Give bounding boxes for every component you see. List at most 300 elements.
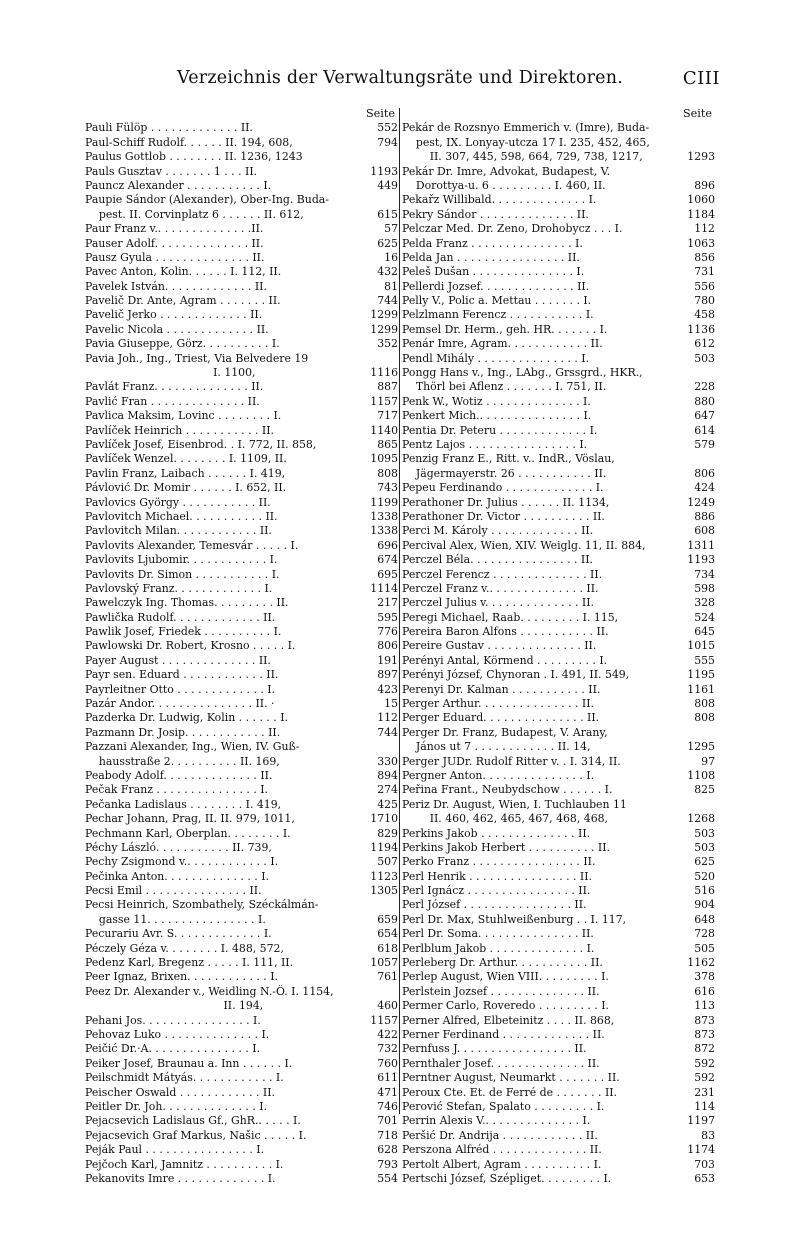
entry-page-number: 865 xyxy=(377,437,398,451)
entry-spacer xyxy=(257,165,368,179)
entry-spacer xyxy=(643,366,713,380)
index-entry xyxy=(402,999,715,1013)
entry-page-number: 1199 xyxy=(370,495,398,509)
entry-spacer xyxy=(274,424,368,438)
entry-page-number: 614 xyxy=(694,423,715,437)
index-entry xyxy=(402,611,715,625)
index-entry xyxy=(85,1042,398,1056)
entry-text: Perenyi Dr. Kalman . . . . . . . . . . . II. xyxy=(402,682,601,696)
entry-spacer xyxy=(615,452,713,466)
entry-spacer xyxy=(264,237,376,251)
entry-spacer xyxy=(263,380,375,394)
entry-page-number: 793 xyxy=(377,1157,398,1171)
entry-spacer xyxy=(591,740,686,754)
entry-page-number: 1174 xyxy=(687,1143,715,1157)
entry-text: Thörl bei Aflenz . . . . . . . I. 751, II. xyxy=(402,380,607,394)
entry-line xyxy=(85,927,398,941)
entry-line xyxy=(402,1014,715,1028)
index-entry xyxy=(402,755,715,769)
entry-text: Pečanka Ladislaus . . . . . . . . I. 419, xyxy=(85,797,282,811)
entry-page-number: 1116 xyxy=(370,366,398,380)
entry-spacer xyxy=(599,582,693,596)
index-entry xyxy=(402,1086,715,1100)
index-entry xyxy=(402,1100,715,1114)
entry-line xyxy=(402,812,715,826)
entry-page-number: 520 xyxy=(694,869,715,883)
entry-text: Pentia Dr. Peteru . . . . . . . . . . . . . I. xyxy=(402,423,598,437)
entry-page-number: 458 xyxy=(694,308,715,322)
entry-spacer xyxy=(607,654,692,668)
entry-spacer xyxy=(609,970,692,984)
entry-text: Pavlovits Ljubomir. . . . . . . . . . . . I. xyxy=(85,553,278,567)
entry-page-number: 894 xyxy=(377,768,398,782)
entry-text: Perlstein Jozsef . . . . . . . . . . . . . . II. xyxy=(402,984,600,998)
index-entry xyxy=(85,352,398,381)
entry-page-number: 625 xyxy=(377,236,398,250)
index-entry xyxy=(85,740,398,769)
entry-spacer xyxy=(283,1158,375,1172)
entry-line xyxy=(85,438,398,452)
index-entry xyxy=(85,1158,398,1172)
entry-text: Pekár de Rozsnyo Emmerich v. (Imre), Buda- xyxy=(402,121,650,135)
index-entry xyxy=(85,1114,398,1128)
entry-page-number: 1295 xyxy=(687,740,715,754)
entry-spacer xyxy=(256,366,369,380)
entry-line xyxy=(402,337,715,351)
index-entry xyxy=(85,611,398,625)
entry-page-number: 645 xyxy=(694,625,715,639)
entry-page-number: 731 xyxy=(694,265,715,279)
entry-line xyxy=(402,1143,715,1157)
entry-line xyxy=(85,409,398,423)
entry-text: Pejčoch Karl, Jamnitz . . . . . . . . . . I. xyxy=(85,1157,284,1171)
entry-line xyxy=(85,366,398,380)
entry-text: Perkins Jakob Herbert . . . . . . . . . . II. xyxy=(402,840,610,854)
entry-line xyxy=(85,222,398,236)
entry-text: Pernthaler Josef. . . . . . . . . . . . . . II. xyxy=(402,1056,600,1070)
entry-line xyxy=(402,1158,715,1172)
index-entry xyxy=(402,165,715,194)
entry-spacer xyxy=(606,179,693,193)
entry-page-number: 274 xyxy=(377,783,398,797)
entry-spacer xyxy=(271,496,369,510)
entry-line xyxy=(402,294,715,308)
index-entry xyxy=(85,136,398,150)
entry-line xyxy=(85,611,398,625)
entry-text: Pavlovitch Milan. . . . . . . . . . . . II. xyxy=(85,524,272,538)
entry-spacer xyxy=(260,395,369,409)
entry-line xyxy=(402,452,715,466)
entry-line xyxy=(85,582,398,596)
entry-spacer xyxy=(606,467,692,481)
entry-text: Pelly V., Polic a. Mettau . . . . . . . I. xyxy=(402,294,592,308)
entry-spacer xyxy=(604,1100,692,1114)
entry-page-number xyxy=(713,726,715,740)
entry-page-number: 780 xyxy=(694,294,715,308)
entry-page-number xyxy=(713,452,715,466)
entry-text: II. 460, 462, 465, 467, 468, 468, xyxy=(402,812,609,826)
entry-page-number: 728 xyxy=(694,927,715,941)
entry-line xyxy=(85,265,398,279)
entry-page-number: 653 xyxy=(694,1171,715,1185)
entry-line xyxy=(85,1086,398,1100)
entry-line xyxy=(85,150,398,164)
entry-line xyxy=(402,496,715,510)
entry-spacer xyxy=(262,884,369,898)
index-entry xyxy=(85,452,398,466)
entry-text: Pawelczyk Ing. Thomas. . . . . . . . . II. xyxy=(85,596,289,610)
entry-page-number xyxy=(396,193,398,207)
entry-page-number: 717 xyxy=(377,409,398,423)
entry-text: Pavec Anton, Kolin. . . . . . I. 112, II. xyxy=(85,265,282,279)
entry-line xyxy=(402,1172,715,1186)
entry-text: János ut 7 . . . . . . . . . . . . II. 14, xyxy=(402,740,591,754)
entry-text: Pellerdi Jozsef. . . . . . . . . . . . . . II. xyxy=(402,279,590,293)
index-entry xyxy=(402,711,715,725)
index-entry xyxy=(85,323,398,337)
entry-text: Peez Dr. Alexander v., Weidling N.-Ö. I. 1154, xyxy=(85,984,334,998)
entry-text: Péchy László. . . . . . . . . . . II. 739, xyxy=(85,840,272,854)
index-entry xyxy=(402,308,715,322)
index-entry xyxy=(85,898,398,927)
entry-spacer xyxy=(264,1143,375,1157)
index-entry xyxy=(85,481,398,495)
index-entry xyxy=(85,568,398,582)
entry-text: Pechmann Karl, Oberplan. . . . . . . . I. xyxy=(85,826,291,840)
index-entry xyxy=(85,337,398,351)
entry-text: pest, IX. Lonyay-utcza 17 I. 235, 452, 465, xyxy=(402,135,650,149)
entry-page-number: 507 xyxy=(377,855,398,869)
entry-text: Paupie Sándor (Alexander), Ober-Ing. Buda- xyxy=(85,193,329,207)
entry-spacer xyxy=(278,970,375,984)
entry-line xyxy=(85,179,398,193)
entry-page-number: 1184 xyxy=(687,207,715,221)
entry-text: I. 1100, xyxy=(85,366,256,380)
index-entry xyxy=(402,1172,715,1186)
entry-spacer xyxy=(586,1042,692,1056)
entry-page-number: 112 xyxy=(694,222,715,236)
entry-line xyxy=(85,654,398,668)
entry-spacer xyxy=(592,870,692,884)
entry-page-number: 579 xyxy=(694,437,715,451)
entry-text: Pavlovits Alexander, Temesvár . . . . . I. xyxy=(85,538,299,552)
entry-page-number xyxy=(396,150,398,164)
entry-text: Pekanovits Imre . . . . . . . . . . . . . I. xyxy=(85,1171,276,1185)
entry-page-number: 422 xyxy=(377,1028,398,1041)
entry-spacer xyxy=(261,1014,368,1028)
entry-line xyxy=(402,942,715,956)
entry-line xyxy=(402,783,715,797)
index-entry xyxy=(85,1129,398,1143)
index-entry xyxy=(402,625,715,639)
entry-page-number: 1195 xyxy=(687,668,715,682)
entry-text: Pawlik Josef, Friedek . . . . . . . . . . I. xyxy=(85,625,282,639)
entry-line xyxy=(402,222,715,236)
entry-spacer xyxy=(301,1114,375,1128)
entry-spacer xyxy=(295,639,375,653)
entry-text: Perntner August, Neumarkt . . . . . . . II. xyxy=(402,1071,620,1085)
entry-line xyxy=(402,150,715,164)
entry-text: Pavelek István. . . . . . . . . . . . . II. xyxy=(85,279,267,293)
entry-text: Pelczar Med. Dr. Zeno, Drohobycz . . . I. xyxy=(402,222,623,236)
entry-page-number: 328 xyxy=(694,596,715,610)
entry-text: Peregi Michael, Raab. . . . . . . . . I. 115, xyxy=(402,610,619,624)
index-entry xyxy=(402,280,715,294)
entry-text: Peer Ignaz, Brixen. . . . . . . . . . . . I. xyxy=(85,970,278,984)
entry-spacer xyxy=(594,697,692,711)
entry-page-number xyxy=(396,985,398,999)
entry-line xyxy=(85,683,398,697)
entry-page-number: 625 xyxy=(694,855,715,869)
entry-spacer xyxy=(593,553,685,567)
entry-page-number: 904 xyxy=(694,898,715,912)
entry-text: Perko Franz . . . . . . . . . . . . . . . . II. xyxy=(402,855,596,869)
entry-line xyxy=(85,237,398,251)
entry-page-number xyxy=(713,798,715,812)
entry-page-number: 598 xyxy=(694,581,715,595)
entry-line xyxy=(402,625,715,639)
entry-line xyxy=(402,970,715,984)
index-entry xyxy=(85,438,398,452)
index-entry xyxy=(402,222,715,236)
entry-line xyxy=(85,985,398,999)
entry-spacer xyxy=(263,222,382,236)
entry-page-number: 555 xyxy=(694,653,715,667)
index-entry xyxy=(402,1028,715,1042)
entry-line xyxy=(402,208,715,222)
entry-page-number: 743 xyxy=(377,481,398,495)
entry-page-number: 1114 xyxy=(370,581,398,595)
entry-text: Perl Dr. Soma. . . . . . . . . . . . . . . II. xyxy=(402,927,594,941)
entry-line xyxy=(85,798,398,812)
entry-text: Pavlovitch Michael. . . . . . . . . . . II. xyxy=(85,509,278,523)
entry-line xyxy=(85,294,398,308)
entry-text: Pertolt Albert, Agram . . . . . . . . . . I. xyxy=(402,1157,602,1171)
index-entry xyxy=(402,870,715,884)
entry-text: pest. II. Corvinplatz 6 . . . . . . II. 612, xyxy=(85,207,304,221)
index-entry xyxy=(402,323,715,337)
entry-page-number: 217 xyxy=(377,596,398,610)
entry-line xyxy=(85,1071,398,1085)
entry-page-number: 1095 xyxy=(370,452,398,466)
entry-line xyxy=(402,855,715,869)
entry-page-number: 449 xyxy=(377,178,398,192)
entry-page-number: 503 xyxy=(694,351,715,365)
entry-line xyxy=(85,165,398,179)
entry-page-number: 471 xyxy=(377,1085,398,1099)
entry-text: Pergner Anton. . . . . . . . . . . . . . . I. xyxy=(402,768,595,782)
entry-page-number: 1140 xyxy=(370,423,398,437)
index-entry xyxy=(402,1114,715,1128)
entry-line xyxy=(85,1114,398,1128)
entry-line xyxy=(85,1129,398,1143)
entry-spacer xyxy=(627,798,713,812)
entry-line xyxy=(402,1100,715,1114)
entry-text: Pavia Giuseppe, Görz. . . . . . . . . . I. xyxy=(85,337,280,351)
entry-spacer xyxy=(603,337,693,351)
index-entry xyxy=(402,452,715,481)
entry-line xyxy=(402,827,715,841)
entry-line xyxy=(85,452,398,466)
entry-page-number: 231 xyxy=(694,1085,715,1099)
entry-text: Pazár Andor. . . . . . . . . . . . . . . II. · xyxy=(85,697,275,711)
index-entry xyxy=(85,596,398,610)
entry-spacer xyxy=(594,596,692,610)
entry-spacer xyxy=(645,539,685,553)
entry-text: Perczel Franz v.. . . . . . . . . . . . . . II. xyxy=(402,581,599,595)
index-entry xyxy=(85,395,398,409)
entry-line xyxy=(402,165,715,179)
index-entry xyxy=(402,496,715,510)
entry-spacer xyxy=(292,1057,375,1071)
entry-spacer xyxy=(267,1100,375,1114)
entry-spacer xyxy=(609,999,692,1013)
index-entry xyxy=(85,711,398,725)
entry-page-number: 808 xyxy=(377,466,398,480)
index-entry xyxy=(402,539,715,553)
entry-line xyxy=(402,798,715,812)
entry-text: Payrleitner Otto . . . . . . . . . . . . . I. xyxy=(85,682,276,696)
entry-line xyxy=(402,179,715,193)
entry-line xyxy=(85,870,398,884)
index-entry xyxy=(402,769,715,783)
seite-label-left: Seite xyxy=(366,107,395,120)
entry-page-number: 432 xyxy=(377,265,398,279)
entry-spacer xyxy=(318,898,396,912)
entry-page-number: 1194 xyxy=(370,840,398,854)
index-entry xyxy=(85,841,398,855)
entry-spacer xyxy=(272,927,376,941)
index-entry xyxy=(85,970,398,984)
entry-page-number: 654 xyxy=(377,927,398,941)
entry-line xyxy=(85,755,398,769)
entry-text: Periz Dr. August, Wien, I. Tuchlauben 11 xyxy=(402,797,627,811)
entry-page-number: 794 xyxy=(377,135,398,149)
entry-spacer xyxy=(610,165,713,179)
entry-spacer xyxy=(594,308,693,322)
entry-line xyxy=(85,740,398,754)
entry-text: Perner Alfred, Elbeteinitz . . . . II. 868, xyxy=(402,1013,615,1027)
entry-spacer xyxy=(262,308,368,322)
index-entry xyxy=(402,193,715,207)
entry-line xyxy=(402,352,715,366)
index-entry xyxy=(85,697,398,711)
index-entry xyxy=(402,424,715,438)
entry-line xyxy=(402,553,715,567)
entry-text: Jägermayerstr. 26 . . . . . . . . . . . II. xyxy=(402,466,607,480)
entry-text: Perci M. Károly . . . . . . . . . . . . . II. xyxy=(402,524,594,538)
entry-spacer xyxy=(271,179,375,193)
entry-spacer xyxy=(608,812,685,826)
entry-page-number: 829 xyxy=(377,826,398,840)
entry-text: Pendl Mihály . . . . . . . . . . . . . . . I. xyxy=(402,351,590,365)
entry-spacer xyxy=(617,1086,692,1100)
entry-line xyxy=(402,898,715,912)
entry-text: Perner Ferdinand . . . . . . . . . . . . . II. xyxy=(402,1028,605,1041)
entry-spacer xyxy=(280,337,376,351)
entry-line xyxy=(85,956,398,970)
entry-page-number: 1338 xyxy=(370,524,398,538)
entry-spacer xyxy=(306,1129,375,1143)
index-entry xyxy=(85,639,398,653)
index-entry xyxy=(402,409,715,423)
index-entry xyxy=(402,438,715,452)
index-entry xyxy=(85,769,398,783)
entry-line xyxy=(85,467,398,481)
index-entry xyxy=(85,927,398,941)
entry-text: Pečinka Anton. . . . . . . . . . . . . . I. xyxy=(85,869,269,883)
entry-text: Pemsel Dr. Herm., geh. HR. . . . . . . I. xyxy=(402,322,608,336)
entry-spacer xyxy=(649,121,713,135)
entry-text: Pauli Fülöp . . . . . . . . . . . . . II. xyxy=(85,121,253,135)
entry-spacer xyxy=(278,668,375,682)
entry-spacer xyxy=(650,136,713,150)
entry-line xyxy=(85,424,398,438)
entry-page-number: 695 xyxy=(377,567,398,581)
index-entry xyxy=(402,956,715,970)
entry-spacer xyxy=(277,553,375,567)
index-entry xyxy=(402,654,715,668)
entry-page-number: 880 xyxy=(694,394,715,408)
index-entry xyxy=(85,409,398,423)
entry-page-number: 1162 xyxy=(687,956,715,970)
entry-spacer xyxy=(281,625,375,639)
page-header xyxy=(80,68,720,92)
entry-line xyxy=(85,553,398,567)
entry-page-number: 112 xyxy=(377,711,398,725)
entry-page-number: 887 xyxy=(377,380,398,394)
entry-text: Peischer Oswald . . . . . . . . . . . . II. xyxy=(85,1085,275,1099)
entry-line xyxy=(402,539,715,553)
entry-page-number: 806 xyxy=(377,639,398,653)
index-entry xyxy=(402,121,715,164)
index-entry xyxy=(402,553,715,567)
index-entry xyxy=(402,366,715,395)
entry-line xyxy=(402,870,715,884)
entry-page-number: 744 xyxy=(377,725,398,739)
entry-text: Peřina Frant., Neubydschow . . . . . . I. xyxy=(402,783,613,797)
entry-line xyxy=(402,654,715,668)
entry-line xyxy=(402,668,715,682)
index-entry xyxy=(85,654,398,668)
entry-page-number: 647 xyxy=(694,409,715,423)
entry-line xyxy=(402,1071,715,1085)
entry-line xyxy=(402,237,715,251)
entry-text: Penár Imre, Agram. . . . . . . . . . . . II. xyxy=(402,337,603,351)
entry-line xyxy=(85,539,398,553)
entry-spacer xyxy=(284,942,375,956)
entry-page-number: 97 xyxy=(701,754,715,768)
index-entry xyxy=(402,524,715,538)
index-entry xyxy=(85,956,398,970)
entry-line xyxy=(85,898,398,912)
entry-text: Peják Paul . . . . . . . . . . . . . . . . I. xyxy=(85,1143,265,1157)
entry-text: Penk W., Wotiz . . . . . . . . . . . . . . I. xyxy=(402,394,591,408)
entry-line xyxy=(402,524,715,538)
entry-page-number: 718 xyxy=(377,1128,398,1142)
entry-text: Perl Dr. Max, Stuhlweißenburg . . I. 117, xyxy=(402,912,627,926)
entry-text: Perrin Alexis V.. . . . . . . . . . . . . . I. xyxy=(402,1114,591,1128)
entry-page-number: 896 xyxy=(694,178,715,192)
entry-spacer xyxy=(293,136,376,150)
entry-spacer xyxy=(272,524,368,538)
entry-line xyxy=(85,481,398,495)
entry-page-number xyxy=(713,121,715,135)
entry-spacer xyxy=(288,596,375,610)
entry-spacer xyxy=(269,323,369,337)
entry-page-number: 1338 xyxy=(370,509,398,523)
entry-text: Paul-Schiff Rudolf. . . . . . II. 194, 608, xyxy=(85,135,293,149)
